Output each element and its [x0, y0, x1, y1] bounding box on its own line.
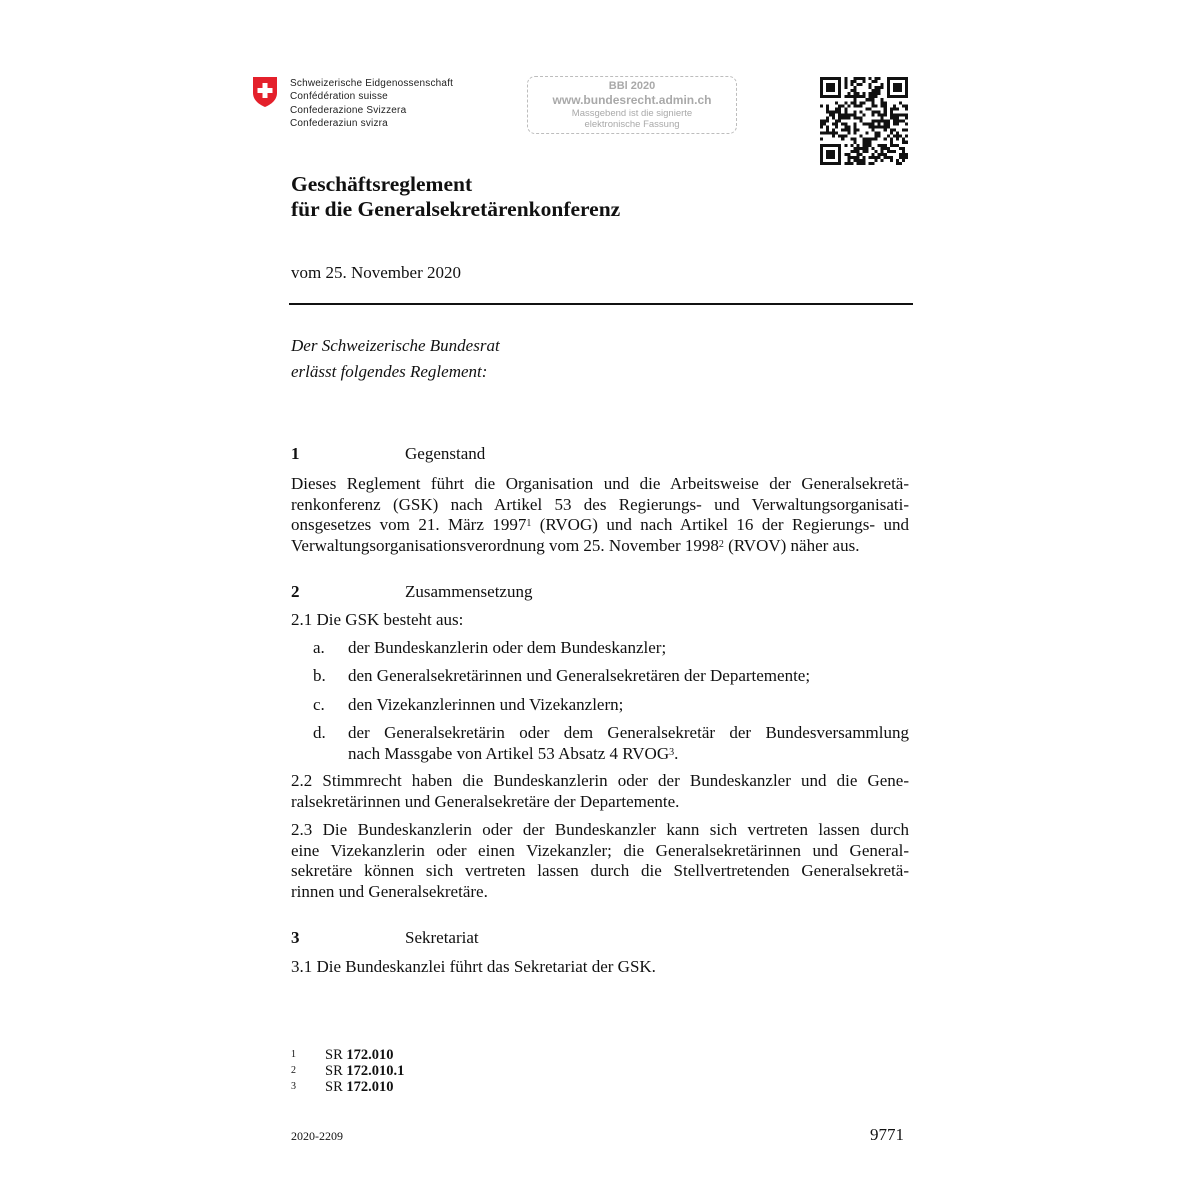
- list-item-b: [313, 666, 909, 687]
- paragraph-line: ralsekretärinnen und Generalsekretäre der Departemente.: [291, 791, 680, 811]
- footnote-1: [291, 1047, 394, 1063]
- confederation-line-it: Confederazione Svizzera: [290, 104, 407, 116]
- paragraph-line: 3.1 Die Bundeskanzlei führt das Sekretariat der GSK.: [291, 957, 656, 976]
- paragraph-line: Verwaltungsorganisationsverordnung vom 25. November 1998$^2$ (RVOV) näher aus.: [291, 535, 860, 555]
- paragraph-line: sekretäre können sich vertreten lassen durch die Stellvertretenden Generalsekretä-: [291, 861, 909, 880]
- footnote-ref-1[interactable]: 1: [526, 518, 532, 529]
- title-line-1: Geschäftsreglement: [291, 172, 473, 196]
- footnote-prefix: SR: [325, 1063, 343, 1079]
- list-item-letter: b.: [313, 666, 326, 685]
- list-item-letter: d.: [313, 723, 326, 742]
- paragraph-line: eine Vizekanzlerin oder einen Vizekanzler; die Generalsekretärinnen und General-: [291, 840, 909, 860]
- footnote-number: 2: [291, 1065, 296, 1076]
- list-item-c: [313, 695, 909, 716]
- list-item-letter: c.: [313, 695, 325, 714]
- publication-stamp: [527, 76, 737, 134]
- footnote-prefix: SR: [325, 1047, 343, 1063]
- confederation-line-de: Schweizerische Eidgenossenschaft: [290, 78, 454, 89]
- confederation-line-fr: Confédération suisse: [290, 91, 388, 103]
- document-title: [291, 172, 620, 221]
- page-number: 9771: [870, 1125, 904, 1144]
- qr-code-icon: [820, 77, 908, 165]
- footnote-3: [291, 1079, 394, 1095]
- paragraph-line: 2.1 Die GSK besteht aus:: [291, 610, 464, 629]
- footnote-ref-2[interactable]: 2: [718, 538, 724, 550]
- section-1-paragraph: [291, 474, 909, 556]
- preamble: [291, 333, 500, 385]
- confederation-line-rm: Confederaziun svizra: [290, 117, 388, 129]
- footnote-sr-link[interactable]: 172.010.1: [346, 1063, 405, 1079]
- list-item-d: [313, 723, 909, 764]
- paragraph-2-2: [291, 771, 909, 812]
- confederation-name-block: [290, 77, 453, 130]
- paragraph-line: rinnen und Generalsekretäre.: [291, 881, 488, 901]
- paragraph-line: 2.3 Die Bundeskanzlerin oder der Bundeskanzler kann sich vertreten lassen durch: [291, 820, 909, 839]
- preamble-line-2: erlässt folgendes Reglement:: [291, 362, 488, 381]
- section-title: Zusammensetzung: [405, 582, 533, 601]
- swiss-coat-of-arms-icon: [252, 76, 278, 108]
- title-line-2: für die Generalsekretärenkonferenz: [291, 196, 621, 221]
- document-number: 2020-2209: [291, 1129, 343, 1143]
- stamp-note-2: elektronische Fassung: [584, 119, 680, 130]
- list-item-text: der Bundeskanzlerin oder dem Bundeskanzler;: [348, 638, 667, 657]
- paragraph-2-3: [291, 820, 909, 902]
- footnote-2: [291, 1063, 404, 1079]
- stamp-gazette: BBl 2020: [608, 80, 656, 92]
- footnote-number: 3: [291, 1081, 296, 1092]
- paragraph-line: renkonferenz (GSK) nach Artikel 53 des Regierungs- und Verwaltungsorganisati-: [291, 494, 909, 514]
- section-number: 2: [291, 582, 300, 601]
- section-1-heading: [291, 444, 485, 464]
- section-number: 3: [291, 928, 300, 947]
- section-number: 1: [291, 444, 300, 463]
- footnote-sr-link[interactable]: 172.010: [346, 1079, 394, 1095]
- footnote-prefix: SR: [325, 1079, 343, 1095]
- list-item-text: der Generalsekretärin oder dem Generalsekretär der Bundesversammlung: [348, 723, 909, 742]
- paragraph-line: 2.2 Stimmrecht haben die Bundeskanzlerin oder der Bundeskanzler und die Gene-: [291, 771, 909, 790]
- section-title: Sekretariat: [405, 928, 479, 947]
- paragraph-2-1: [291, 610, 909, 631]
- list-item-letter: a.: [313, 638, 325, 657]
- document-date: vom 25. November 2020: [291, 263, 461, 282]
- preamble-line-1: Der Schweizerische Bundesrat: [291, 336, 500, 355]
- list-item-text: den Vizekanzlerinnen und Vizekanzlern;: [348, 695, 624, 714]
- list-item-text: den Generalsekretärinnen und Generalsekretären der Departemente;: [348, 666, 811, 685]
- section-3-heading: [291, 928, 479, 948]
- footnote-number: 1: [291, 1049, 296, 1060]
- title-divider: [289, 303, 913, 305]
- stamp-note-1: Massgebend ist die signierte: [571, 108, 693, 119]
- section-title: Gegenstand: [405, 444, 486, 463]
- list-item-text: nach Massgabe von Artikel 53 Absatz 4 RVOG$^3$.: [348, 743, 679, 763]
- section-2-heading: [291, 582, 532, 602]
- paragraph-line: onsgesetzes vom 21. März 1997$^1$ (RVOG) und nach Artikel 16 der Regierungs- und: [291, 515, 910, 534]
- paragraph-3-1: [291, 957, 909, 978]
- paragraph-line: Dieses Reglement führt die Organisation und die Arbeitsweise der Generalsekretä-: [291, 474, 909, 493]
- footnote-ref-3[interactable]: 3: [669, 746, 675, 758]
- list-item-a: [313, 638, 909, 659]
- footnote-sr-link[interactable]: 172.010: [346, 1047, 394, 1063]
- stamp-url: www.bundesrecht.admin.ch: [552, 93, 712, 107]
